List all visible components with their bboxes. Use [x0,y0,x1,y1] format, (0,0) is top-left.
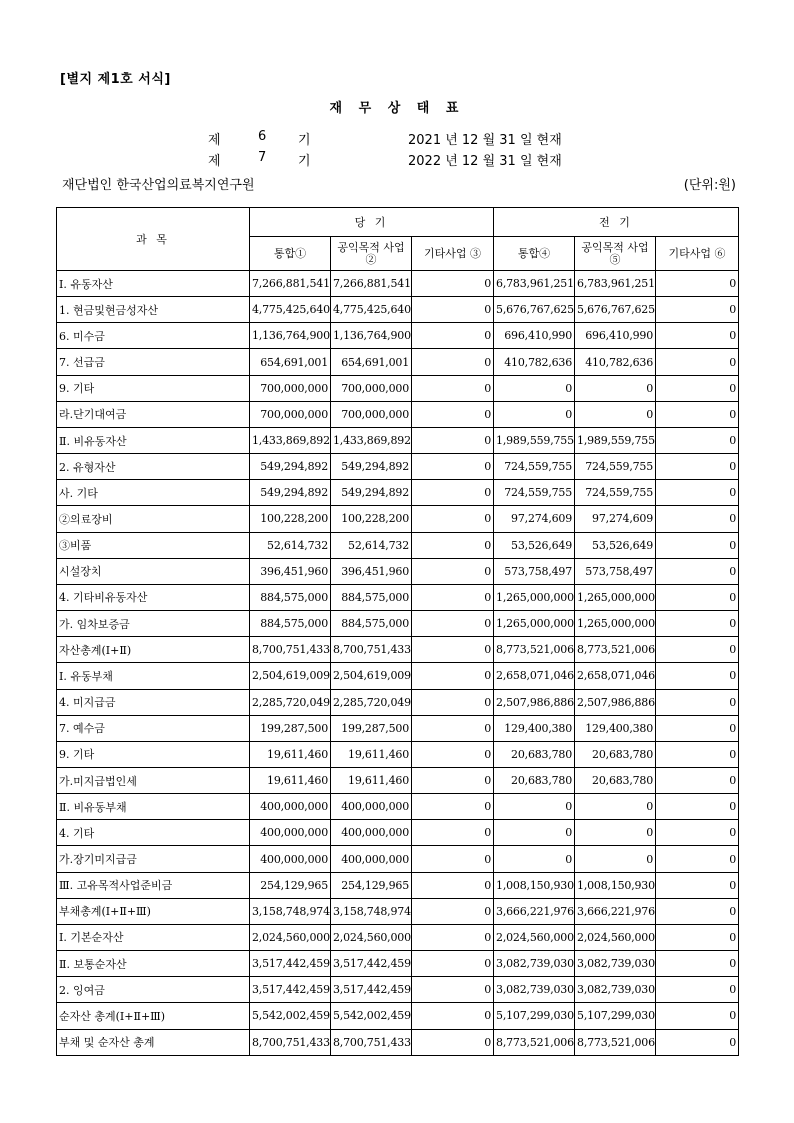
table-row [57,584,739,610]
row-value-cell: 0 [494,401,575,427]
period-suffix: 기 [298,154,311,169]
row-value-cell: 2,024,560,000 [494,924,575,950]
table-row [57,898,739,924]
table-row [57,846,739,872]
row-value-cell: 5,107,299,030 [575,1003,656,1029]
col-header-public-purpose-current: 공익목적 사업② [331,237,412,271]
table-row [57,271,739,297]
row-label: Ⅰ. 기본순자산 [57,924,250,950]
row-value-cell: 254,129,965 [331,872,412,898]
row-value-cell: 0 [412,924,494,950]
row-label: 부채총계(Ⅰ+Ⅱ+Ⅲ) [57,898,250,924]
financial-statement-table [56,207,739,1056]
row-value-cell: 20,683,780 [494,741,575,767]
row-value-cell: 2,024,560,000 [331,924,412,950]
currency-unit: (단위:원) [683,178,736,193]
row-value-cell: 1,433,869,892 [331,427,412,453]
row-label: Ⅱ. 비유동자산 [57,427,250,453]
row-value-cell: 696,410,990 [494,323,575,349]
row-value-cell: 0 [412,271,494,297]
table-row [57,480,739,506]
row-value-cell: 5,542,002,459 [331,1003,412,1029]
table-row [57,401,739,427]
row-value-cell: 0 [656,323,739,349]
row-value-cell: 4,775,425,640 [331,297,412,323]
table-body [57,271,739,1056]
period-date: 2021 년 12 월 31 일 현재 [408,133,562,148]
row-value-cell: 3,158,748,974 [331,898,412,924]
row-value-cell: 1,136,764,900 [250,323,331,349]
row-value-cell: 52,614,732 [250,532,331,558]
row-value-cell: 53,526,649 [494,532,575,558]
row-label: 가.장기미지급금 [57,846,250,872]
table-row [57,977,739,1003]
row-value-cell: 0 [412,951,494,977]
row-value-cell: 0 [656,611,739,637]
row-value-cell: 400,000,000 [331,794,412,820]
row-value-cell: 0 [575,794,656,820]
form-label: [별지 제1호 서식] [60,72,171,87]
table-row [57,297,739,323]
row-value-cell: 0 [412,898,494,924]
table-row [57,558,739,584]
row-value-cell: 97,274,609 [575,506,656,532]
row-value-cell: 549,294,892 [250,454,331,480]
row-value-cell: 2,504,619,009 [331,663,412,689]
row-value-cell: 0 [656,375,739,401]
table-row [57,872,739,898]
row-value-cell: 5,542,002,459 [250,1003,331,1029]
row-value-cell: 0 [656,584,739,610]
row-value-cell: 3,666,221,976 [575,898,656,924]
row-value-cell: 1,136,764,900 [331,323,412,349]
row-value-cell: 199,287,500 [331,715,412,741]
subject-header: 과 목 [57,208,250,271]
table-row [57,427,739,453]
row-value-cell: 0 [412,846,494,872]
table-row [57,951,739,977]
period-prefix: 제 [208,133,221,148]
row-value-cell: 2,658,071,046 [575,663,656,689]
row-value-cell: 0 [412,689,494,715]
row-value-cell: 129,400,380 [575,715,656,741]
row-value-cell: 3,517,442,459 [250,951,331,977]
row-value-cell: 396,451,960 [331,558,412,584]
row-label: 자산총계(Ⅰ+Ⅱ) [57,637,250,663]
row-value-cell: 19,611,460 [250,741,331,767]
row-value-cell: 724,559,755 [494,480,575,506]
row-value-cell: 0 [656,689,739,715]
row-label: 시설장치 [57,558,250,584]
row-value-cell: 884,575,000 [250,611,331,637]
row-value-cell: 6,783,961,251 [575,271,656,297]
row-value-cell: 549,294,892 [331,454,412,480]
row-label: 라.단기대여금 [57,401,250,427]
row-label: 7. 예수금 [57,715,250,741]
row-value-cell: 0 [412,872,494,898]
row-label: 4. 미지급금 [57,689,250,715]
row-value-cell: 0 [412,794,494,820]
row-value-cell: 2,504,619,009 [250,663,331,689]
row-value-cell: 0 [656,454,739,480]
row-value-cell: 5,676,767,625 [575,297,656,323]
period-prefix: 제 [208,154,221,169]
table-row [57,794,739,820]
row-value-cell: 0 [656,767,739,793]
period-line-2 [0,150,794,169]
row-value-cell: 0 [656,872,739,898]
row-value-cell: 0 [412,977,494,1003]
row-value-cell: 0 [656,558,739,584]
row-value-cell: 7,266,881,541 [331,271,412,297]
row-value-cell: 0 [412,401,494,427]
row-value-cell: 0 [656,951,739,977]
row-value-cell: 0 [412,349,494,375]
row-value-cell: 724,559,755 [575,480,656,506]
row-value-cell: 3,082,739,030 [494,951,575,977]
row-value-cell: 2,507,986,886 [575,689,656,715]
row-value-cell: 0 [412,663,494,689]
table-row [57,506,739,532]
row-value-cell: 0 [575,820,656,846]
table-row [57,715,739,741]
row-value-cell: 0 [494,846,575,872]
row-value-cell: 0 [656,715,739,741]
row-value-cell: 5,676,767,625 [494,297,575,323]
row-value-cell: 2,658,071,046 [494,663,575,689]
row-value-cell: 1,265,000,000 [575,584,656,610]
table-row [57,1029,739,1055]
row-value-cell: 0 [656,741,739,767]
row-value-cell: 53,526,649 [575,532,656,558]
table-row [57,924,739,950]
document-title: 재 무 상 태 표 [329,101,465,116]
row-value-cell: 129,400,380 [494,715,575,741]
row-label: 부채 및 순자산 총계 [57,1029,250,1055]
organization-name: 재단법인 한국산업의료복지연구원 [62,178,255,193]
row-value-cell: 396,451,960 [250,558,331,584]
row-value-cell: 0 [412,323,494,349]
row-value-cell: 0 [412,637,494,663]
row-value-cell: 1,989,559,755 [494,427,575,453]
row-value-cell: 0 [412,375,494,401]
table-row [57,1003,739,1029]
row-value-cell: 8,700,751,433 [250,637,331,663]
row-value-cell: 0 [656,924,739,950]
row-value-cell: 0 [575,375,656,401]
row-value-cell: 0 [656,480,739,506]
row-value-cell: 3,082,739,030 [575,977,656,1003]
row-value-cell: 549,294,892 [250,480,331,506]
row-value-cell: 2,285,720,049 [250,689,331,715]
row-value-cell: 2,285,720,049 [331,689,412,715]
row-value-cell: 4,775,425,640 [250,297,331,323]
period-line-1 [0,129,794,148]
row-value-cell: 7,266,881,541 [250,271,331,297]
table-row [57,532,739,558]
col-header-other-business-current: 기타사업 ③ [412,237,494,271]
row-label: 6. 미수금 [57,323,250,349]
row-value-cell: 8,773,521,006 [575,1029,656,1055]
row-value-cell: 400,000,000 [250,846,331,872]
row-value-cell: 410,782,636 [575,349,656,375]
row-value-cell: 0 [656,794,739,820]
row-label: 2. 유형자산 [57,454,250,480]
row-label: 순자산 총계(Ⅰ+Ⅱ+Ⅲ) [57,1003,250,1029]
row-value-cell: 0 [656,297,739,323]
row-value-cell: 400,000,000 [331,820,412,846]
previous-period-header: 전 기 [494,208,739,237]
row-label: 4. 기타 [57,820,250,846]
row-value-cell: 400,000,000 [250,794,331,820]
row-value-cell: 0 [412,532,494,558]
row-value-cell: 700,000,000 [331,375,412,401]
table-row [57,323,739,349]
row-value-cell: 0 [412,480,494,506]
table-row [57,820,739,846]
row-value-cell: 410,782,636 [494,349,575,375]
row-value-cell: 884,575,000 [250,584,331,610]
row-value-cell: 3,666,221,976 [494,898,575,924]
row-value-cell: 1,265,000,000 [575,611,656,637]
row-label: Ⅰ. 유동부채 [57,663,250,689]
row-value-cell: 696,410,990 [575,323,656,349]
row-value-cell: 0 [412,611,494,637]
col-header-integrated-current: 통합① [250,237,331,271]
row-value-cell: 0 [656,532,739,558]
row-value-cell: 0 [656,846,739,872]
row-label: 7. 선급금 [57,349,250,375]
period-date: 2022 년 12 월 31 일 현재 [408,154,562,169]
row-value-cell: 8,773,521,006 [494,1029,575,1055]
row-label: 9. 기타 [57,375,250,401]
row-label: 가. 임차보증금 [57,611,250,637]
row-label: Ⅰ. 유동자산 [57,271,250,297]
row-value-cell: 884,575,000 [331,611,412,637]
row-value-cell: 0 [494,794,575,820]
row-value-cell: 0 [494,820,575,846]
row-value-cell: 0 [656,637,739,663]
row-value-cell: 3,517,442,459 [331,951,412,977]
row-value-cell: 19,611,460 [331,741,412,767]
row-label: Ⅱ. 비유동부채 [57,794,250,820]
row-value-cell: 573,758,497 [575,558,656,584]
col-header-public-purpose-previous: 공익목적 사업⑤ [575,237,656,271]
row-value-cell: 654,691,001 [250,349,331,375]
row-value-cell: 3,158,748,974 [250,898,331,924]
row-value-cell: 5,107,299,030 [494,1003,575,1029]
row-value-cell: 654,691,001 [331,349,412,375]
row-value-cell: 700,000,000 [250,375,331,401]
col-header-integrated-previous: 통합④ [494,237,575,271]
row-label: 가.미지급법인세 [57,767,250,793]
row-value-cell: 8,773,521,006 [494,637,575,663]
table-row [57,689,739,715]
row-label: 1. 현금및현금성자산 [57,297,250,323]
period-suffix: 기 [298,133,311,148]
row-value-cell: 0 [412,1003,494,1029]
row-value-cell: 19,611,460 [331,767,412,793]
table-row [57,611,739,637]
row-value-cell: 8,700,751,433 [250,1029,331,1055]
row-value-cell: 8,773,521,006 [575,637,656,663]
row-label: Ⅱ. 보통순자산 [57,951,250,977]
row-value-cell: 100,228,200 [331,506,412,532]
row-value-cell: 0 [656,271,739,297]
row-value-cell: 254,129,965 [250,872,331,898]
row-value-cell: 1,265,000,000 [494,584,575,610]
row-value-cell: 400,000,000 [331,846,412,872]
row-value-cell: 884,575,000 [331,584,412,610]
row-value-cell: 0 [412,715,494,741]
row-value-cell: 0 [575,846,656,872]
row-label: Ⅲ. 고유목적사업준비금 [57,872,250,898]
row-value-cell: 0 [656,427,739,453]
row-label: 2. 잉여금 [57,977,250,1003]
row-value-cell: 549,294,892 [331,480,412,506]
table-row [57,375,739,401]
row-value-cell: 0 [412,1029,494,1055]
row-value-cell: 0 [656,898,739,924]
row-value-cell: 6,783,961,251 [494,271,575,297]
table-row [57,454,739,480]
row-label: ③비품 [57,532,250,558]
row-value-cell: 0 [412,767,494,793]
row-value-cell: 199,287,500 [250,715,331,741]
row-value-cell: 3,517,442,459 [331,977,412,1003]
table-row [57,663,739,689]
row-value-cell: 2,024,560,000 [575,924,656,950]
row-value-cell: 0 [412,297,494,323]
row-label: 4. 기타비유동자산 [57,584,250,610]
row-value-cell: 724,559,755 [494,454,575,480]
row-value-cell: 2,507,986,886 [494,689,575,715]
row-value-cell: 3,082,739,030 [575,951,656,977]
row-value-cell: 0 [656,1029,739,1055]
row-value-cell: 20,683,780 [575,741,656,767]
row-value-cell: 700,000,000 [250,401,331,427]
row-value-cell: 724,559,755 [575,454,656,480]
row-value-cell: 3,517,442,459 [250,977,331,1003]
row-value-cell: 0 [412,558,494,584]
row-value-cell: 0 [412,454,494,480]
row-value-cell: 0 [575,401,656,427]
table-row [57,741,739,767]
row-value-cell: 1,008,150,930 [494,872,575,898]
row-value-cell: 0 [412,506,494,532]
row-value-cell: 52,614,732 [331,532,412,558]
row-value-cell: 97,274,609 [494,506,575,532]
row-value-cell: 0 [412,741,494,767]
table-row [57,349,739,375]
table-row [57,637,739,663]
row-value-cell: 0 [656,820,739,846]
row-value-cell: 1,265,000,000 [494,611,575,637]
table-row [57,767,739,793]
row-value-cell: 400,000,000 [250,820,331,846]
row-value-cell: 573,758,497 [494,558,575,584]
row-value-cell: 0 [656,977,739,1003]
row-value-cell: 700,000,000 [331,401,412,427]
row-value-cell: 2,024,560,000 [250,924,331,950]
row-value-cell: 1,989,559,755 [575,427,656,453]
row-value-cell: 8,700,751,433 [331,1029,412,1055]
row-value-cell: 0 [656,663,739,689]
current-period-header: 당 기 [250,208,494,237]
row-value-cell: 20,683,780 [494,767,575,793]
row-value-cell: 0 [412,584,494,610]
row-value-cell: 0 [494,375,575,401]
row-value-cell: 8,700,751,433 [331,637,412,663]
row-value-cell: 100,228,200 [250,506,331,532]
row-value-cell: 0 [412,820,494,846]
row-label: ②의료장비 [57,506,250,532]
row-value-cell: 0 [656,506,739,532]
row-label: 사. 기타 [57,480,250,506]
row-value-cell: 0 [412,427,494,453]
row-value-cell: 3,082,739,030 [494,977,575,1003]
row-value-cell: 0 [656,1003,739,1029]
period-number: 6 [258,129,267,144]
row-value-cell: 1,433,869,892 [250,427,331,453]
row-value-cell: 1,008,150,930 [575,872,656,898]
row-value-cell: 19,611,460 [250,767,331,793]
col-header-other-business-previous: 기타사업 ⑥ [656,237,739,271]
row-label: 9. 기타 [57,741,250,767]
row-value-cell: 0 [656,349,739,375]
period-number: 7 [258,150,267,165]
row-value-cell: 20,683,780 [575,767,656,793]
row-value-cell: 0 [656,401,739,427]
